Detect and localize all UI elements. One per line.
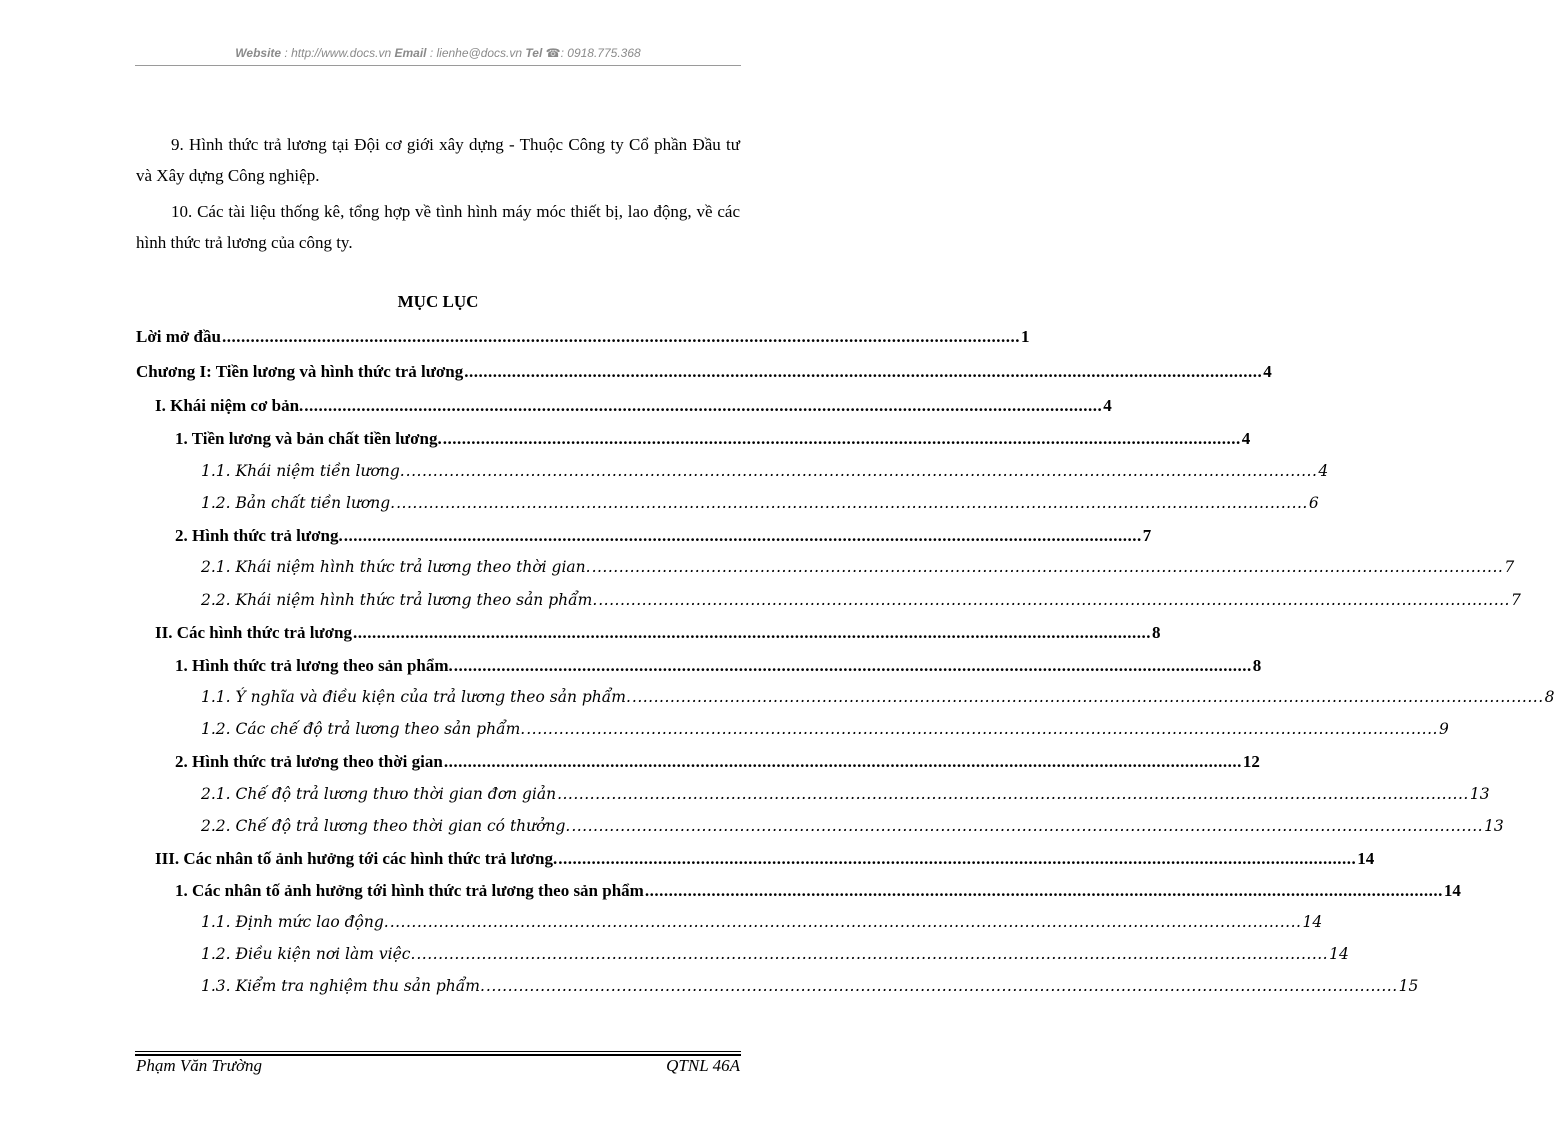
toc-entry-page: 15 bbox=[1398, 977, 1419, 995]
toc-entry-page: 6 bbox=[1308, 494, 1319, 512]
toc-entry[interactable] bbox=[175, 429, 1251, 451]
toc-entry-page: 8 bbox=[1152, 623, 1161, 642]
toc-leader: ........................................................................................................................................................................ bbox=[416, 945, 1329, 963]
toc-entry-text: Lời mở đầu bbox=[136, 327, 221, 346]
toc-leader: ........................................................................................................................................................................ bbox=[389, 913, 1302, 931]
toc-entry-page: 4 bbox=[1263, 362, 1272, 381]
toc-leader: ........................................................................................................................................................................ bbox=[353, 623, 1152, 642]
toc-entry-text: 1.1. Khái niệm tiền lương. bbox=[201, 462, 405, 480]
toc-title: MỤC LỤC bbox=[397, 292, 479, 311]
toc-leader: ........................................................................................................................................................................ bbox=[343, 526, 1142, 545]
toc-entry-text: Chương I: Tiền lương và hình thức trả lương bbox=[136, 362, 464, 381]
toc-entry[interactable] bbox=[201, 591, 1521, 613]
toc-leader: ........................................................................................................................................................................ bbox=[442, 429, 1241, 448]
toc-entry[interactable] bbox=[175, 656, 1262, 678]
toc-leader: ........................................................................................................................................................................ bbox=[558, 849, 1357, 868]
toc-entry[interactable] bbox=[201, 688, 1555, 710]
toc-entry-text: 1.1. Định mức lao động. bbox=[201, 913, 389, 931]
toc-leader: ........................................................................................................................................................................ bbox=[453, 656, 1252, 675]
toc-entry-text: 1.2. Các chế độ trả lương theo sản phẩm. bbox=[201, 720, 526, 738]
toc-leader: ........................................................................................................................................................................ bbox=[405, 462, 1318, 480]
toc-entry-page: 14 bbox=[1302, 913, 1323, 931]
toc-entry-page: 14 bbox=[1329, 945, 1349, 963]
toc-entry-page: 8 bbox=[1252, 656, 1262, 675]
toc-entry[interactable] bbox=[155, 623, 1161, 645]
toc-entry[interactable] bbox=[175, 881, 1461, 903]
toc-entry-text: 1.2. Điều kiện nơi làm việc. bbox=[201, 945, 416, 963]
toc-entry-page: 4 bbox=[1241, 429, 1251, 448]
toc-entry[interactable] bbox=[136, 327, 1030, 349]
toc-leader: ........................................................................................................................................................................ bbox=[644, 881, 1443, 900]
toc-entry-page: 4 bbox=[1103, 396, 1112, 415]
email-label: Email bbox=[394, 46, 427, 60]
toc-entry-text: 1.1. Ý nghĩa và điều kiện của trả lương theo sản phẩm. bbox=[201, 688, 631, 706]
toc-leader: ........................................................................................................................................................................ bbox=[221, 327, 1020, 346]
toc-entry[interactable] bbox=[155, 396, 1112, 418]
tel-number: : 0918.775.368 bbox=[560, 46, 641, 60]
toc-entry[interactable] bbox=[201, 462, 1329, 484]
toc-entry-page: 1 bbox=[1020, 327, 1030, 346]
toc-entry[interactable] bbox=[201, 785, 1490, 807]
toc-entry-page: 14 bbox=[1443, 881, 1461, 900]
toc-entry-page: 7 bbox=[1142, 526, 1152, 545]
toc-leader: ........................................................................................................................................................................ bbox=[464, 362, 1263, 381]
toc-leader: ........................................................................................................................................................................ bbox=[304, 396, 1103, 415]
toc-entry-text: 2.1. Khái niệm hình thức trả lương theo thời gian. bbox=[201, 558, 591, 576]
website-label: Website bbox=[235, 46, 282, 60]
toc-entry-text: 2.1. Chế độ trả lương thưo thời gian đơn giản bbox=[201, 785, 557, 803]
toc-entry-text: III. Các nhân tố ảnh hưởng tới các hình thức trả lương. bbox=[155, 849, 558, 868]
toc-entry-page: 8 bbox=[1544, 688, 1555, 706]
toc-entry-text: 1.2. Bản chất tiền lương. bbox=[201, 494, 396, 512]
intro-paragraph-9: 9. Hình thức trả lương tại Đội cơ giới xây dựng - Thuộc Công ty Cổ phần Đầu tư và Xây dựng Công nghiệp. bbox=[136, 135, 740, 185]
toc-entry[interactable] bbox=[201, 817, 1504, 839]
toc-entry-text: 2.2. Chế độ trả lương theo thời gian có thưởng. bbox=[201, 817, 571, 835]
toc-entry-text: 1.3. Kiểm tra nghiệm thu sản phẩm. bbox=[201, 977, 485, 995]
toc-leader: ........................................................................................................................................................................ bbox=[526, 720, 1438, 738]
toc-entry-page: 9 bbox=[1438, 720, 1449, 738]
toc-entry-page: 7 bbox=[1511, 591, 1521, 609]
toc-entry[interactable] bbox=[201, 494, 1319, 516]
toc-entry[interactable] bbox=[201, 945, 1349, 967]
phone-icon: ☎ bbox=[545, 46, 561, 60]
toc-entry-page: 13 bbox=[1484, 817, 1504, 835]
toc-entry[interactable] bbox=[201, 558, 1515, 580]
toc-entry-text: II. Các hình thức trả lương bbox=[155, 623, 353, 642]
toc-entry-text: 1. Tiền lương và bản chất tiền lương. bbox=[175, 429, 442, 448]
toc-entry[interactable] bbox=[155, 849, 1375, 871]
toc-entry[interactable] bbox=[175, 752, 1260, 774]
toc-leader: ........................................................................................................................................................................ bbox=[557, 785, 1469, 803]
toc-entry-page: 4 bbox=[1318, 462, 1329, 480]
toc-entry-text: I. Khái niệm cơ bản. bbox=[155, 396, 304, 415]
toc-leader: ........................................................................................................................................................................ bbox=[591, 558, 1504, 576]
toc-leader: ........................................................................................................................................................................ bbox=[571, 817, 1484, 835]
footer-author: Phạm Văn Trường bbox=[136, 1056, 263, 1075]
toc-entry-text: 1. Các nhân tố ảnh hưởng tới hình thức trả lương theo sản phẩm bbox=[175, 881, 644, 900]
toc-entry[interactable] bbox=[201, 913, 1323, 935]
website-url: : http://www.docs.vn bbox=[281, 46, 395, 60]
toc-entry-text: 1. Hình thức trả lương theo sản phẩm. bbox=[175, 656, 453, 675]
toc-leader: ........................................................................................................................................................................ bbox=[396, 494, 1308, 512]
email-address: : lienhe@docs.vn bbox=[426, 46, 526, 60]
toc-entry-page: 13 bbox=[1469, 785, 1490, 803]
toc-entry-page: 14 bbox=[1357, 849, 1375, 868]
toc-entry-text: 2. Hình thức trả lương. bbox=[175, 526, 343, 545]
footer-class-code: QTNL 46A bbox=[666, 1056, 740, 1075]
tel-label: Tel bbox=[525, 46, 543, 60]
toc-entry[interactable] bbox=[201, 720, 1449, 742]
toc-entry[interactable] bbox=[175, 526, 1152, 548]
intro-paragraph-10: 10. Các tài liệu thống kê, tổng hợp về tình hình máy móc thiết bị, lao động, về các hình thức trả lương của công ty. bbox=[136, 202, 740, 252]
toc-entry[interactable] bbox=[201, 977, 1419, 999]
toc-leader: ........................................................................................................................................................................ bbox=[443, 752, 1242, 771]
toc-entry-page: 12 bbox=[1242, 752, 1260, 771]
footer-divider-thin bbox=[135, 1051, 741, 1052]
toc-entry-text: 2. Hình thức trả lương theo thời gian bbox=[175, 752, 443, 771]
toc-leader: ........................................................................................................................................................................ bbox=[598, 591, 1510, 609]
toc-leader: ........................................................................................................................................................................ bbox=[485, 977, 1398, 995]
toc-entry-page: 7 bbox=[1504, 558, 1515, 576]
toc-entry-text: 2.2. Khái niệm hình thức trả lương theo sản phẩm. bbox=[201, 591, 598, 609]
toc-leader: ........................................................................................................................................................................ bbox=[631, 688, 1544, 706]
toc-entry[interactable] bbox=[136, 362, 1272, 384]
